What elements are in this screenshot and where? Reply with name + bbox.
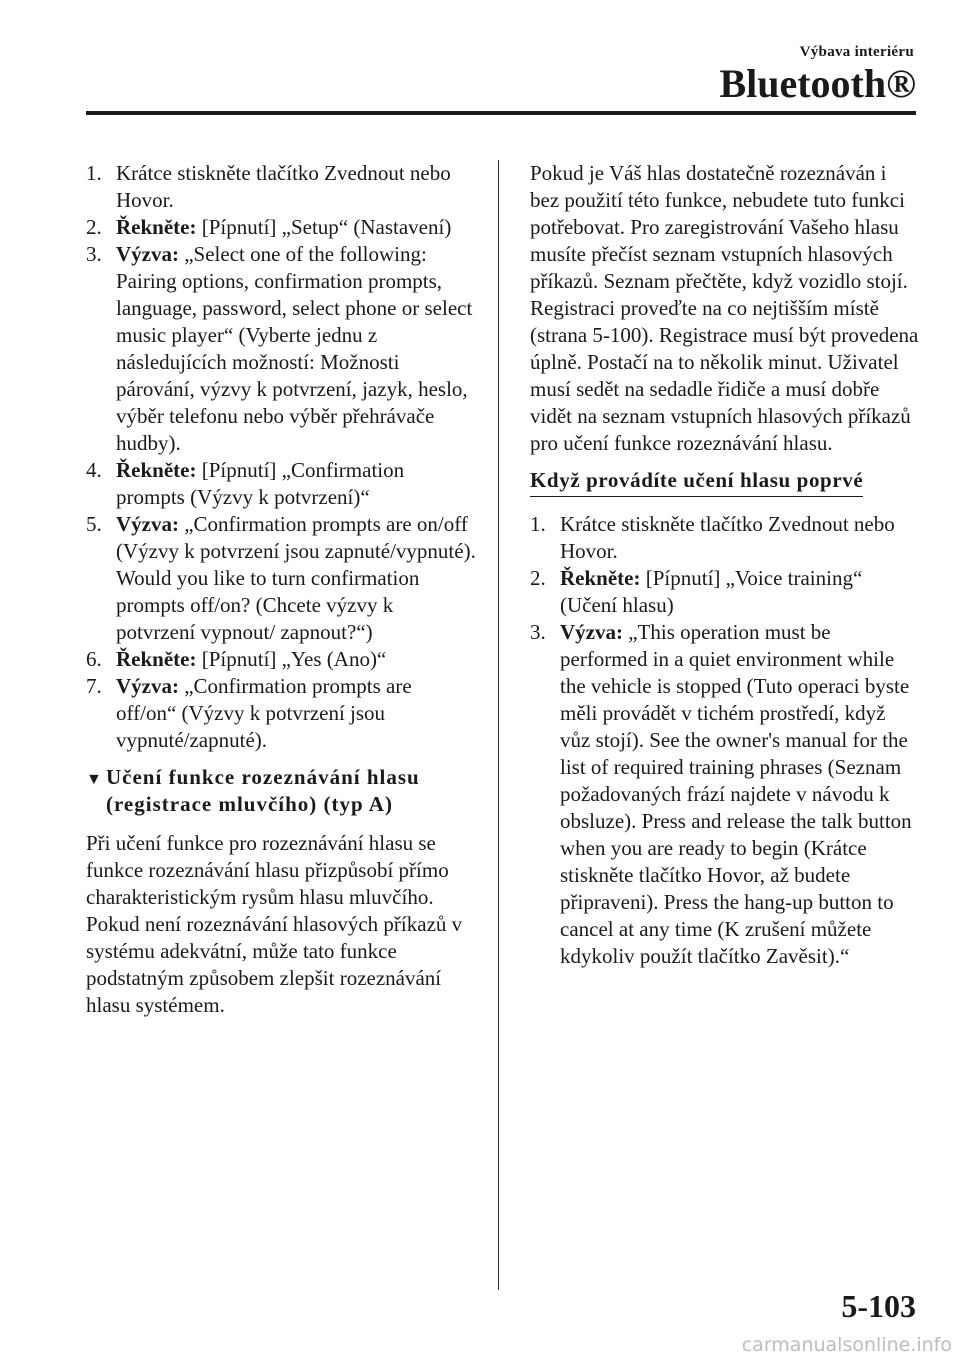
section-heading: Když provádíte učení hlasu poprvé bbox=[530, 467, 863, 497]
column-divider bbox=[498, 160, 499, 1290]
left-step-list bbox=[86, 160, 476, 754]
list-item: 5. Výzva: „Confirmation prompts are on/off (Výzvy k potvrzení jsou zapnuté/vypnuté). Would you like to turn confirmation prompts off/on? (Chcete výzvy k potvrzení vypnout/ zapnout?“) bbox=[86, 512, 476, 644]
page-title: Bluetooth® bbox=[719, 61, 916, 106]
section-subheading: ▼ Učení funkce rozeznávání hlasu (registrace mluvčího) (typ A) bbox=[86, 765, 420, 816]
list-item: 4. Řekněte: [Pípnutí] „Confirmation prompts (Výzvy k potvrzení)“ bbox=[86, 458, 405, 509]
list-item: 6. Řekněte: [Pípnutí] „Yes (Ano)“ bbox=[86, 647, 387, 671]
list-item: 7. Výzva: „Confirmation prompts are off/on“ (Výzvy k potvrzení jsou vypnuté/zapnuté). bbox=[86, 674, 412, 752]
body-paragraph: Pokud je Váš hlas dostatečně rozeznáván i bez použití této funkce, nebudete tuto funkci potřebovat. Pro zaregistrování Vašeho hlasu musíte přečíst seznam vstupních hlasových příkazů. Seznam přečtěte, když vozidlo stojí. Registraci proveďte na co nejtišším místě (strana 5-100). Registrace musí být provedena úplně. Postačí na to několik minut. Uživatel musí sedět na sedadle řidiče a musí dobře vidět na seznam vstupních hlasových příkazů pro učení funkce rozeznávání hlasu. bbox=[530, 161, 919, 455]
watermark: carmanualsonline.info bbox=[741, 1334, 952, 1356]
list-item: 1. Krátce stiskněte tlačítko Zvednout nebo Hovor. bbox=[86, 161, 451, 212]
body-paragraph: Při učení funkce pro rozeznávání hlasu se funkce rozeznávání hlasu přizpůsobí přímo charakteristickým rysům hlasu mluvčího. Pokud není rozeznávání hlasových příkazů v systému adekvátní, může tato funkce podstatným způsobem zlepšit rozeznávání hlasu systémem. bbox=[86, 831, 463, 1017]
page-number: 5-103 bbox=[841, 1288, 916, 1324]
list-item: 2. Řekněte: [Pípnutí] „Voice training“ (Učení hlasu) bbox=[530, 566, 863, 617]
list-item: 2. Řekněte: [Pípnutí] „Setup“ (Nastavení) bbox=[86, 215, 452, 239]
list-item: 3. Výzva: „This operation must be performed in a quiet environment while the vehicle is stopped (Tuto operaci byste měli provádět v tichém prostředí, když vůz stojí). See the owner's manual for the list of required training phrases (Seznam požadovaných frází najdete v návodu k obsluze). Press and release the talk button when you are ready to begin (Krátce stiskněte tlačítko Hovor, až budete připraveni). Press the hang-up button to cancel at any time (K zrušení můžete kdykoliv použít tlačítko Zavěsit).“ bbox=[530, 620, 912, 968]
header-rule bbox=[86, 111, 916, 115]
left-column bbox=[86, 160, 476, 1019]
list-item: 1. Krátce stiskněte tlačítko Zvednout nebo Hovor. bbox=[530, 512, 895, 563]
header-section: Výbava interiéru bbox=[799, 44, 914, 60]
right-column bbox=[530, 160, 920, 970]
triangle-down-icon: ▼ bbox=[86, 771, 103, 788]
list-item: 3. Výzva: „Select one of the following: Pairing options, confirmation prompts, language, password, select phone or select music player“ (Vyberte jednu z následujících možností: Možnosti párování, výzvy k potvrzení, jazyk, heslo, výběr telefonu nebo výběr přehrávače hudby). bbox=[86, 242, 473, 455]
right-step-list bbox=[530, 511, 920, 970]
